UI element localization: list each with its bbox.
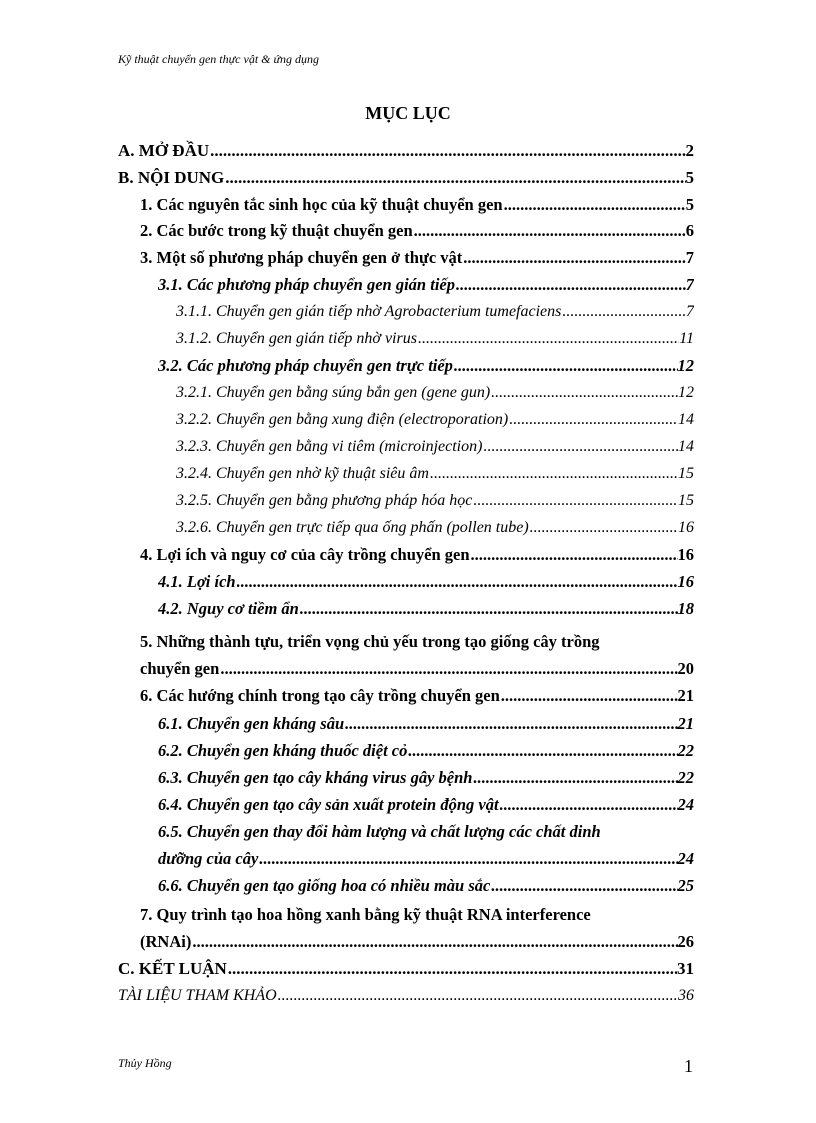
toc-entry-page: 16: [677, 545, 694, 564]
toc-entry-page: 20: [677, 659, 694, 678]
toc-entry-page: 7: [685, 248, 694, 267]
toc-entry-text: 4.2. Nguy cơ tiềm ẩn: [158, 599, 299, 618]
toc-entry-text: 6.4. Chuyển gen tạo cây sản xuất protein động vật: [158, 795, 499, 814]
toc-entry-page: 18: [677, 599, 694, 618]
toc-entry-page: 24: [677, 795, 694, 814]
toc-entry-text-line1: 5. Những thành tựu, triển vọng chủ yếu trong tạo giống cây trồng: [140, 632, 600, 651]
toc-entry-text: 1. Các nguyên tắc sinh học của kỹ thuật chuyển gen: [140, 195, 503, 214]
toc-entry: [176, 435, 694, 459]
toc-leader-dots: [300, 597, 678, 621]
toc-leader-dots: [562, 300, 686, 324]
toc-entry: [140, 543, 694, 567]
toc-leader-dots: [504, 193, 686, 217]
toc-entry: [176, 381, 694, 405]
footer-author: Thủy Hồng: [118, 1056, 172, 1070]
toc-entry-text: 6.1. Chuyển gen kháng sâu: [158, 714, 345, 733]
toc-entry-page: 12: [677, 356, 694, 375]
toc-entry: [140, 193, 694, 217]
toc-leader-dots: [530, 516, 678, 540]
toc-entry-text: 4.1. Lợi ích: [158, 572, 236, 591]
toc-leader-dots: [473, 489, 678, 513]
toc-entry-text-line1: 7. Quy trình tạo hoa hồng xanh bằng kỹ thuật RNA interference: [140, 905, 591, 924]
toc-leader-dots: [192, 930, 677, 954]
toc-leader-dots: [509, 408, 678, 432]
toc-entry-text: 3.2. Các phương pháp chuyển gen trực tiếp: [158, 356, 453, 375]
toc-entry: [158, 597, 694, 621]
toc-entry-page: 5: [685, 195, 694, 214]
toc-leader-dots: [414, 219, 686, 243]
toc-entry-text: 3.2.1. Chuyển gen bằng súng bắn gen (gene gun): [176, 384, 491, 401]
toc-entry-text: dưỡng của cây: [158, 849, 259, 868]
toc-entry-page: 31: [677, 959, 694, 978]
toc-entry: [140, 930, 694, 954]
toc-entry: [176, 462, 694, 486]
toc-entry: [140, 684, 694, 708]
toc-entry-page: 16: [677, 572, 694, 591]
toc-entry-text: 3.1. Các phương pháp chuyển gen gián tiếp: [158, 275, 455, 294]
toc-leader-dots: [228, 957, 677, 981]
toc-leader-dots: [456, 273, 686, 297]
toc-leader-dots: [463, 246, 685, 270]
page-title: MỤC LỤC: [365, 103, 451, 123]
toc-entry-text: (RNAi): [140, 932, 192, 951]
toc-entry: [158, 739, 694, 763]
toc-leader-dots: [430, 462, 678, 486]
toc-entry-page: 7: [685, 275, 694, 294]
toc-entry-text: TÀI LIỆU THAM KHẢO: [118, 987, 277, 1004]
toc-leader-dots: [210, 139, 685, 163]
toc-entry-text: 3. Một số phương pháp chuyển gen ở thực vật: [140, 248, 463, 267]
toc-entry-page: 25: [677, 876, 694, 895]
toc-entry: [158, 273, 694, 297]
toc-entry-page: 24: [677, 849, 694, 868]
toc-entry: [140, 246, 694, 270]
toc-entry-page: 11: [679, 330, 694, 347]
toc-entry: [158, 847, 694, 871]
toc-entry-page: 14: [678, 411, 694, 428]
toc-entry: [158, 712, 694, 736]
toc-entry: [118, 166, 694, 190]
toc-entry-page: 21: [677, 686, 694, 705]
toc-leader-dots: [491, 874, 677, 898]
toc-entry-page: 16: [678, 519, 694, 536]
toc-entry-text: chuyển gen: [140, 659, 220, 678]
toc-entry: [158, 354, 694, 378]
toc-entry: [158, 570, 694, 594]
toc-entry: [158, 793, 694, 817]
toc-entry-text: 3.2.3. Chuyển gen bằng vi tiêm (microinjection): [176, 438, 483, 455]
toc-entry-page: 12: [678, 384, 694, 401]
toc-entry-page: 7: [686, 303, 694, 320]
toc-entry-text: 6.6. Chuyển gen tạo giống hoa có nhiều màu sắc: [158, 876, 491, 895]
toc-entry-page: 15: [678, 465, 694, 482]
toc-entry: [176, 300, 694, 324]
toc-entry-page: 2: [685, 141, 694, 160]
toc-leader-dots: [500, 793, 678, 817]
toc-leader-dots: [345, 712, 677, 736]
toc-entry: [176, 327, 694, 351]
toc-entry: [176, 489, 694, 513]
toc-entry-page: 21: [677, 714, 694, 733]
toc-leader-dots: [483, 435, 678, 459]
toc-entry: [176, 408, 694, 432]
toc-entry-page: 22: [677, 741, 694, 760]
toc-entry: [158, 874, 694, 898]
toc-entry-text: 3.1.2. Chuyển gen gián tiếp nhờ virus: [176, 330, 417, 347]
toc-entry-text: 3.2.4. Chuyển gen nhờ kỹ thuật siêu âm: [176, 465, 429, 482]
toc-entry-text: 4. Lợi ích và nguy cơ của cây trồng chuyển gen: [140, 545, 470, 564]
toc-entry-text: 3.2.6. Chuyển gen trực tiếp qua ống phấn (pollen tube): [176, 519, 529, 536]
toc-entry-text: 6. Các hướng chính trong tạo cây trồng chuyển gen: [140, 686, 500, 705]
toc-entry-text: 3.2.2. Chuyển gen bằng xung điện (electroporation): [176, 411, 509, 428]
toc-leader-dots: [225, 166, 685, 190]
toc-entry: [118, 957, 694, 981]
toc-entry-page: 22: [677, 768, 694, 787]
toc-entry-text: C. KẾT LUẬN: [118, 959, 227, 978]
toc-entry-page: 14: [678, 438, 694, 455]
running-header: Kỹ thuật chuyển gen thực vật & ứng dụng: [118, 52, 320, 66]
toc-leader-dots: [408, 739, 677, 763]
toc-entry-text: 3.2.5. Chuyển gen bằng phương pháp hóa học: [176, 492, 473, 509]
toc-entry-page: 36: [678, 987, 694, 1004]
toc-entry-text: A. MỞ ĐẦU: [118, 141, 210, 160]
toc-leader-dots: [278, 984, 678, 1008]
toc-leader-dots: [501, 684, 678, 708]
toc-entry-text: 6.3. Chuyển gen tạo cây kháng virus gây bệnh: [158, 768, 473, 787]
toc-entry: [118, 984, 694, 1008]
footer-page-number: 1: [684, 1056, 693, 1076]
toc-entry: [140, 219, 694, 243]
toc-entry-text: B. NỘI DUNG: [118, 168, 225, 187]
toc-entry: [140, 657, 694, 681]
toc-entry-text-line1: 6.5. Chuyển gen thay đổi hàm lượng và chất lượng các chất dinh: [158, 822, 601, 841]
toc-entry-text: 6.2. Chuyển gen kháng thuốc diệt cỏ: [158, 741, 408, 760]
toc-leader-dots: [220, 657, 677, 681]
toc-entry-page: 6: [685, 221, 694, 240]
toc-leader-dots: [418, 327, 679, 351]
toc-entry-text: 3.1.1. Chuyển gen gián tiếp nhờ Agrobacterium tumefaciens: [176, 303, 562, 320]
toc-entry: [158, 766, 694, 790]
toc-entry: [176, 516, 694, 540]
toc-entry-page: 15: [678, 492, 694, 509]
toc-leader-dots: [473, 766, 677, 790]
toc-leader-dots: [491, 381, 678, 405]
toc-entry-page: 26: [677, 932, 694, 951]
toc-leader-dots: [471, 543, 678, 567]
toc-leader-dots: [454, 354, 678, 378]
toc-entry: [118, 139, 694, 163]
toc-leader-dots: [259, 847, 677, 871]
toc-leader-dots: [237, 570, 678, 594]
toc-entry-page: 5: [685, 168, 694, 187]
toc-entry-text: 2. Các bước trong kỹ thuật chuyển gen: [140, 221, 413, 240]
